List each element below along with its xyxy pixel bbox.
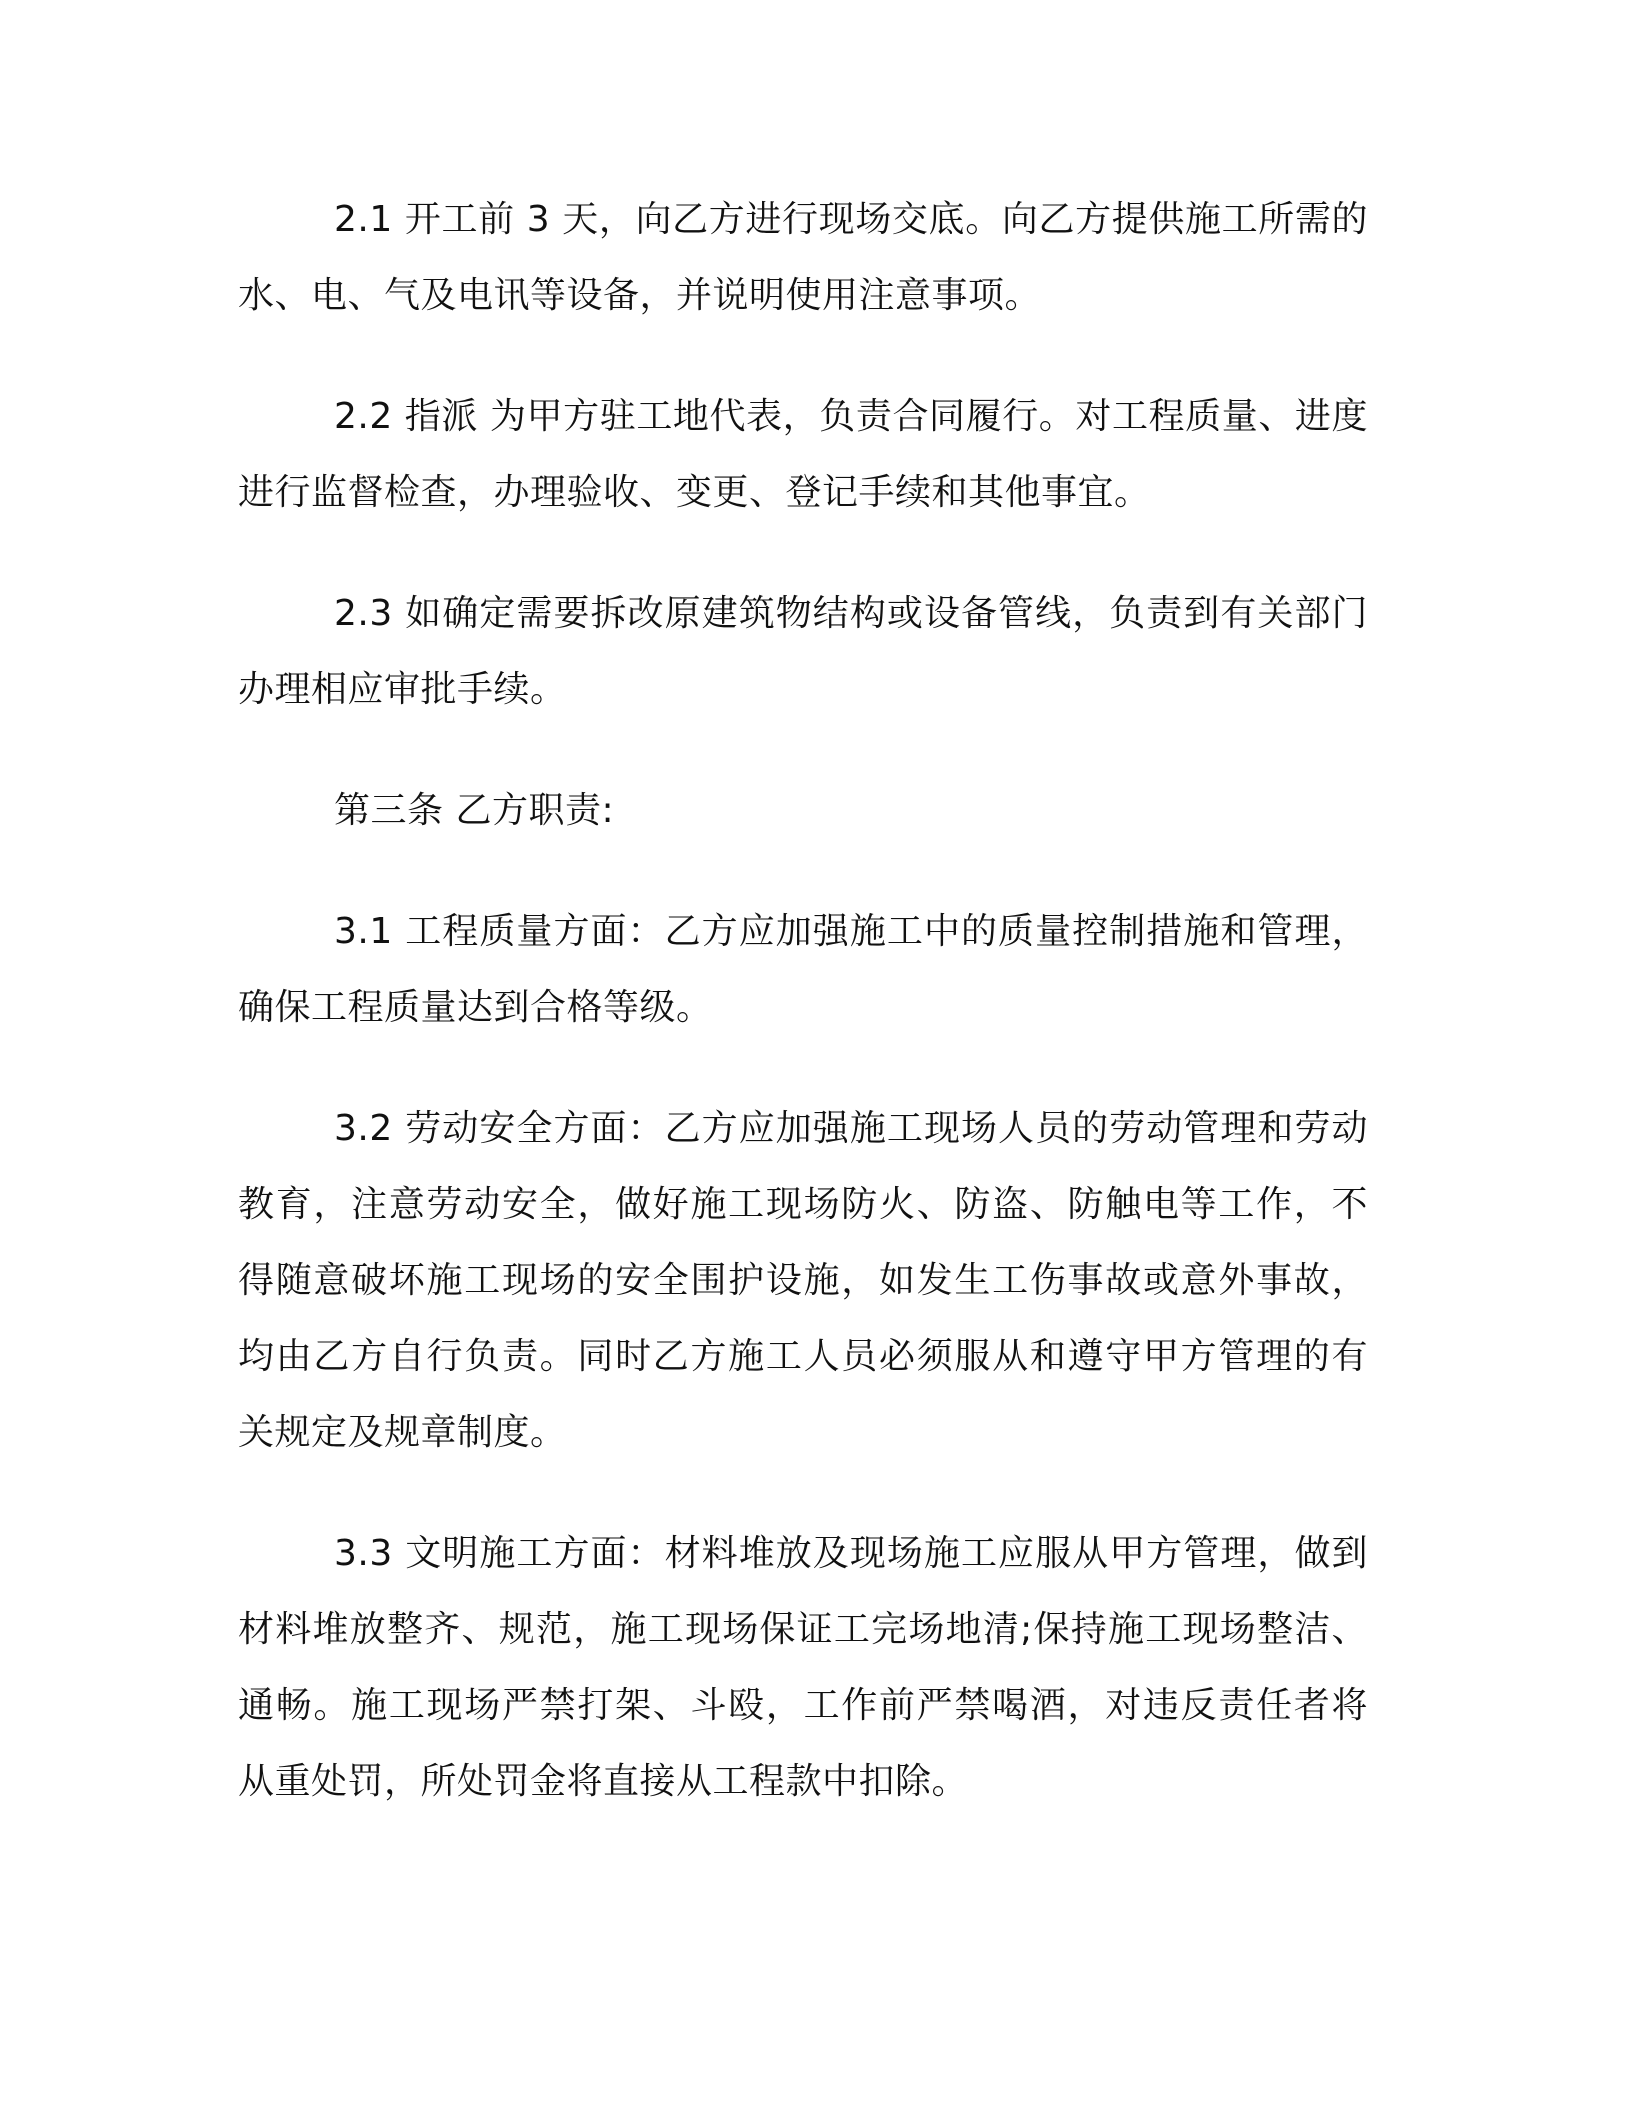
- document-body: [238, 182, 1368, 1865]
- paragraph-3-2: 3.2 劳动安全方面：乙方应加强施工现场人员的劳动管理和劳动教育，注意劳动安全，做好施工现场防火、防盗、防触电等工作，不得随意破坏施工现场的安全围护设施，如发生工伤事故或意外事故，均由乙方自行负责。同时乙方施工人员必须服从和遵守甲方管理的有关规定及规章制度。: [238, 1108, 1368, 1453]
- section-heading-article-3: 第三条 乙方职责:: [334, 790, 615, 831]
- paragraph-3-3: 3.3 文明施工方面：材料堆放及现场施工应服从甲方管理，做到材料堆放整齐、规范，施工现场保证工完场地清;保持施工现场整洁、通畅。施工现场严禁打架、斗殴，工作前严禁喝酒，对违反责任者将从重处罚，所处罚金将直接从工程款中扣除。: [238, 1533, 1368, 1802]
- paragraph-2-1: 2.1 开工前 3 天，向乙方进行现场交底。向乙方提供施工所需的水、电、气及电讯等设备，并说明使用注意事项。: [238, 199, 1368, 316]
- paragraph-2-2: 2.2 指派 为甲方驻工地代表，负责合同履行。对工程质量、进度进行监督检查，办理验收、变更、登记手续和其他事宜。: [238, 396, 1368, 513]
- paragraph-2-3: 2.3 如确定需要拆改原建筑物结构或设备管线，负责到有关部门办理相应审批手续。: [238, 593, 1368, 710]
- paragraph-3-1: 3.1 工程质量方面：乙方应加强施工中的质量控制措施和管理，确保工程质量达到合格等级。: [238, 911, 1368, 1028]
